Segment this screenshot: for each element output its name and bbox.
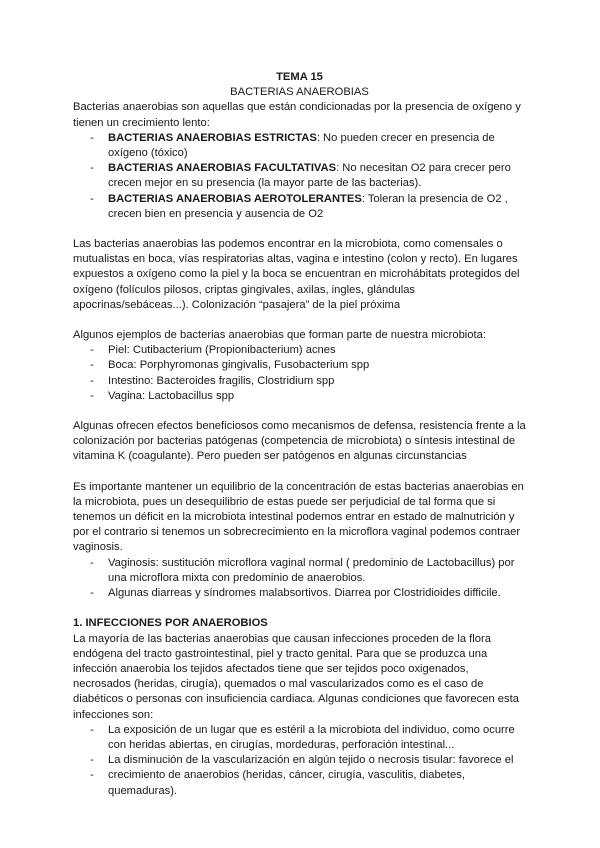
list-item — [90, 192, 526, 222]
benefits-paragraph: Algunas ofrecen efectos beneficiosos como mecanismos de defensa, resistencia frente a la colonización por bacterias patógenas (competencia de microbiota) o síntesis intestinal de vitamina K (coagulante). Pero pueden ser patógenos en algunas circunstancias — [73, 420, 526, 463]
term: BACTERIAS ANAEROBIAS ESTRICTAS — [108, 131, 317, 144]
list-item: - Intestino: Bacteroides fragilis, Clostridium spp — [90, 374, 526, 389]
term: BACTERIAS ANAEROBIAS AEROTOLERANTES — [108, 192, 362, 205]
conditions-list — [73, 723, 526, 799]
term-description: : No pueden crecer en presencia de oxígeno (tóxico) — [108, 131, 495, 160]
term-description: : No necesitan O2 para crecer pero crecen mejor en su presencia (la mayor parte de las bacterias). — [108, 162, 511, 190]
intro-paragraph: Bacterias anaerobias son aquellas que están condicionadas por la presencia de oxígeno y tienen un crecimiento lento: — [73, 101, 521, 129]
term: BACTERIAS ANAEROBIAS FACULTATIVAS — [108, 162, 337, 175]
list-item: - crecimiento de anaerobios (heridas, cáncer, cirugía, vasculitis, diabetes, quemaduras). — [90, 768, 526, 798]
list-item: - Algunas diarreas y síndromes malabsortivos. Diarrea por Clostridioides difficile. — [90, 586, 526, 601]
list-item: - Piel: Cutibacterium (Propionibacterium) acnes — [90, 343, 526, 358]
term-description: : Toleran la presencia de O2 , crecen bien en presencia y ausencia de O2 — [108, 192, 508, 220]
location-paragraph: Las bacterias anaerobias las podemos encontrar en la microbiota, como comensales o mutualistas en boca, vías respiratorias altas, vagina e intestino (colon y recto). En lugares expuestos a oxígeno como la piel y la boca se encuentran en microhábitats protegidos del oxígeno (folículos pilosos, criptas gingivales, axilas, ingles, glándulas apocrinas/sebáceas...). Colonización “pasajera” de la piel próxima — [73, 238, 520, 311]
balance-paragraph: Es importante mantener un equilibrio de la concentración de estas bacterias anaerobias en la microbiota, pues un desequilibrio de estas puede ser perjudicial de tal forma que si tenemos un déficit en la microbiota intestinal podemos entrar en estado de malnutrición y por el contrario si tenemos un sobrecrecimiento en la microflora vaginal podemos contraer vaginosis. — [73, 480, 524, 554]
list-item — [90, 131, 526, 161]
section-heading: 1. INFECCIONES POR ANAEROBIOS — [73, 617, 268, 630]
examples-list — [73, 343, 526, 404]
list-item: - Vaginosis: sustitución microflora vaginal normal ( predominio de Lactobacillus) por una microflora mixta con predominio de anaerobios. — [90, 556, 526, 586]
examples-intro: Algunos ejemplos de bacterias anaerobias que forman parte de nuestra microbiota: — [73, 329, 486, 342]
list-item: - Vagina: Lactobacillus spp — [90, 389, 526, 404]
list-item: - Boca: Porphyromonas gingivalis, Fusobacterium spp — [90, 358, 526, 373]
list-item: - La exposición de un lugar que es estéril a la microbiota del individuo, como ocurre con heridas abiertas, en cirugías, mordeduras, perforación intestinal... — [90, 723, 526, 753]
imbalance-list — [73, 556, 526, 602]
anaerobe-types-list — [73, 131, 526, 222]
list-item — [90, 161, 526, 191]
infections-paragraph: La mayoría de las bacterias anaerobias que causan infecciones proceden de la flora endógena del tracto gastrointestinal, piel y tracto genital. Para que se produzca una infección anaerobia los tejidos afectados tiene que ser tejidos poco oxigenados, necrosados (heridas, cirugía), quemados o mal vascularizados como es el caso de diabéticos o personas con insuficiencia cardiaca. Algunas condiciones que favorecen esta infecciones son: — [73, 632, 519, 721]
list-item: - La disminución de la vascularización en algún tejido o necrosis tisular: favorece el — [90, 753, 526, 768]
page-subtitle: BACTERIAS ANAEROBIAS — [230, 86, 369, 99]
page-title: TEMA 15 — [276, 71, 323, 83]
